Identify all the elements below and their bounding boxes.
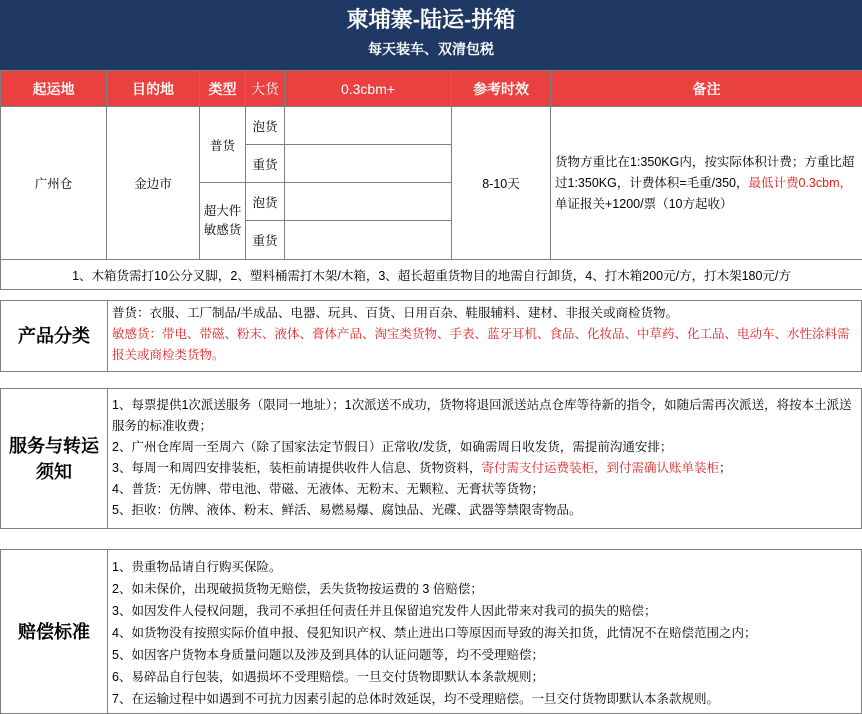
cell-price xyxy=(285,183,452,221)
header-time: 参考时效 xyxy=(452,71,551,107)
cell-origin: 广州仓 xyxy=(1,107,107,260)
service-body xyxy=(108,389,861,528)
cell-type-special xyxy=(200,183,246,260)
cell-price xyxy=(285,221,452,260)
list-item: 1、每票提供1次派送服务（限同一地址）；1次派送不成功，货物将退回派送站点仓库等待新的指令，如随后需再次派送，将按本土派送服务的标准收费； xyxy=(112,398,852,433)
remark-text: 货物方重比在1:350KG内，按实际体积计费；方重比超过1:350KG，计费体积=毛重/350， xyxy=(555,154,855,190)
product-sensitive: 敏感货：带电、带磁、粉末、液体、膏体产品、淘宝类货物、手表、蓝牙耳机、食品、化妆品、中草药、化工品、电动车、水性涂料需报关或商检类货物。 xyxy=(112,327,850,362)
type-special-line2: 敏感货 xyxy=(203,223,242,237)
product-body xyxy=(108,301,861,371)
service-label-line1: 服务与转运 xyxy=(9,435,99,456)
list-item: 6、易碎品自行包装，如遇损坏不受理赔偿。一旦交付货物即默认本条款规则； xyxy=(112,670,544,684)
cell-price xyxy=(285,145,452,183)
header-volume: 0.3cbm+ xyxy=(285,71,452,107)
cell-sub-heavy: 重货 xyxy=(246,145,285,183)
table-note: 1、木箱货需打10公分叉脚，2、塑料桶需打木架/木箱，3、超长超重货物目的地需自行卸货，4、打木箱200元/方，打木架180元/方 xyxy=(1,260,862,290)
list-item: 4、如货物没有按照实际价值申报、侵犯知识产权、禁止进出口等原因而导致的海关扣货，此情况不在赔偿范围之内； xyxy=(112,626,757,640)
service-item3-text: 3、每周一和周四安排装柜，装柜前请提供收件人信息、货物资料， xyxy=(112,461,482,475)
cell-sub-light: 泡货 xyxy=(246,107,285,145)
service-label-line2: 须知 xyxy=(36,461,72,482)
list-item: 3、如因发件人侵权问题，我司不承担任何责任并且保留追究发件人因此带来对我司的损失的赔偿； xyxy=(112,604,657,618)
page-title: 柬埔寨-陆运-拼箱 xyxy=(346,7,516,32)
list-item: 5、拒收：仿牌、液体、粉末、鲜活、易燃易爆、腐蚀品、光碟、武器等禁限寄物品。 xyxy=(112,503,582,517)
cell-price xyxy=(285,107,452,145)
header-type: 类型 xyxy=(200,71,246,107)
remark-text-2: 单证报关+1200/票（10方起收） xyxy=(555,196,733,211)
list-item xyxy=(112,458,859,479)
remark-red-text: 最低计费0.3cbm， xyxy=(748,175,852,190)
service-label xyxy=(1,389,108,528)
service-item3-suffix: ； xyxy=(718,461,732,475)
note-row xyxy=(1,260,862,290)
service-section xyxy=(0,388,862,529)
cell-type-general: 普货 xyxy=(200,107,246,183)
cell-remark xyxy=(551,107,862,260)
type-special-line1: 超大件 xyxy=(203,204,242,218)
compensation-body xyxy=(108,550,861,713)
cell-sub-heavy: 重货 xyxy=(246,221,285,260)
product-section xyxy=(0,300,862,372)
page-subtitle: 每天装车、双清包税 xyxy=(368,41,494,57)
page-header xyxy=(0,0,862,70)
compensation-section xyxy=(0,549,862,714)
service-item3-red: 寄付需支付运费装柜，到付需确认账单装柜 xyxy=(481,461,719,475)
list-item: 7、在运输过程中如遇到不可抗力因素引起的总体时效延误，均不受理赔偿。一旦交付货物即默认本条款规则。 xyxy=(112,692,719,706)
rate-table xyxy=(0,70,862,290)
compensation-label: 赔偿标准 xyxy=(1,550,108,713)
list-item: 5、如因客户货物本身质量问题以及涉及到具体的认证问题等，均不受理赔偿； xyxy=(112,648,544,662)
product-label: 产品分类 xyxy=(1,301,108,371)
header-origin: 起运地 xyxy=(1,71,107,107)
list-item: 4、普货：无仿牌、带电池、带磁、无液体、无粉末、无颗粒、无膏状等货物； xyxy=(112,482,544,496)
cell-sub-light: 泡货 xyxy=(246,183,285,221)
header-destination: 目的地 xyxy=(107,71,200,107)
table-row xyxy=(1,107,862,145)
header-cargo: 大货 xyxy=(246,71,285,107)
list-item: 2、如未保价，出现破损货物无赔偿，丢失货物按运费的 3 倍赔偿； xyxy=(112,582,483,596)
product-general: 普货：衣服、工厂制品/半成品、电器、玩具、百货、日用百杂、鞋服辅料、建材、非报关或商检货物。 xyxy=(112,306,678,320)
table-header-row xyxy=(1,71,862,107)
cell-destination: 金边市 xyxy=(107,107,200,260)
list-item: 2、广州仓库周一至周六（除了国家法定节假日）正常收/发货，如确需周日收发货，需提前沟通安排； xyxy=(112,440,673,454)
header-remark: 备注 xyxy=(551,71,862,107)
list-item: 1、贵重物品请自行购买保险。 xyxy=(112,560,282,574)
cell-time: 8-10天 xyxy=(452,107,551,260)
